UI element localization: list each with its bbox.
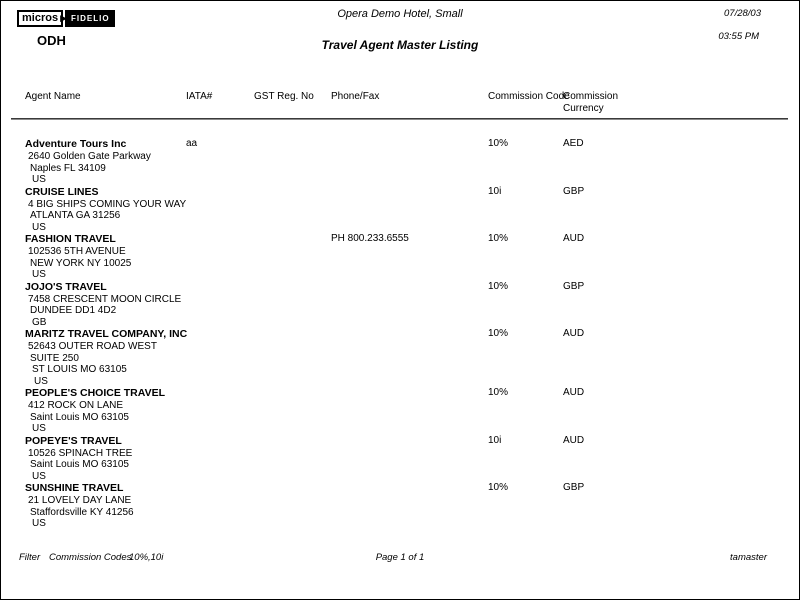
- agent-name: JOJO'S TRAVEL: [25, 280, 107, 293]
- agent-name: CRUISE LINES: [25, 185, 99, 198]
- address-line: Saint Louis MO 63105: [30, 459, 129, 470]
- column-header-commission-code: Commission Code: [488, 91, 570, 102]
- table-row: [1, 435, 799, 483]
- address-line: 7458 CRESCENT MOON CIRCLE: [28, 293, 182, 305]
- address-line: DUNDEE DD1 4D2: [30, 305, 117, 316]
- hotel-name: Opera Demo Hotel, Small: [337, 8, 463, 20]
- agent-name: PEOPLE'S CHOICE TRAVEL: [25, 387, 165, 399]
- address-line: 4 BIG SHIPS COMING YOUR WAY: [28, 198, 187, 210]
- address-line: 21 LOVELY DAY LANE: [28, 495, 132, 506]
- agent-commission-currency: AUD: [563, 233, 585, 244]
- agent-address: [25, 246, 799, 281]
- address-line: ST LOUIS MO 63105: [32, 364, 127, 375]
- address-line: 52643 OUTER ROAD WEST: [28, 341, 157, 352]
- column-header-iata: IATA#: [186, 91, 213, 102]
- address-line: ATLANTA GA 31256: [30, 210, 121, 221]
- address-line: SUITE 250: [30, 352, 79, 364]
- address-line: 102536 5TH AVENUE: [28, 246, 126, 257]
- agent-name: POPEYE'S TRAVEL: [25, 434, 122, 447]
- agent-address: [25, 448, 799, 483]
- agent-name: Adventure Tours Inc: [25, 138, 127, 150]
- agent-address: [25, 294, 799, 329]
- agent-name: FASHION TRAVEL: [25, 233, 116, 245]
- address-line: US: [32, 174, 46, 185]
- logo-arrow-icon: ▶: [60, 13, 67, 23]
- agent-commission-code: 10i: [488, 185, 502, 197]
- property-code: ODH: [37, 33, 66, 48]
- agent-commission-currency: GBP: [563, 185, 585, 197]
- agent-name: SUNSHINE TRAVEL: [25, 482, 124, 494]
- column-header-gst: GST Reg. No: [254, 91, 314, 102]
- report-time: 03:55 PM: [718, 31, 759, 42]
- table-row: [1, 328, 799, 387]
- column-header-phone-fax: Phone/Fax: [331, 91, 380, 102]
- agent-iata: aa: [186, 138, 198, 149]
- column-header-commission-currency: Commission Currency: [563, 91, 619, 114]
- address-line: 10526 SPINACH TREE: [28, 447, 133, 459]
- agent-commission-code: 10i: [488, 434, 502, 446]
- agent-commission-code: 10%: [488, 387, 509, 398]
- agent-commission-currency: AUD: [563, 434, 585, 446]
- address-line: Saint Louis MO 63105: [30, 411, 129, 423]
- filter-value: 10%,10i: [129, 552, 164, 563]
- logo-micros-text: micros: [17, 10, 63, 27]
- table-row: [1, 233, 799, 281]
- agent-commission-code: 10%: [488, 482, 509, 493]
- agent-commission-code: 10%: [488, 280, 509, 292]
- agent-commission-code: 10%: [488, 138, 509, 149]
- agent-address: [25, 199, 799, 234]
- address-line: 412 ROCK ON LANE: [28, 400, 124, 411]
- address-line: Naples FL 34109: [30, 162, 106, 174]
- agent-address: [25, 400, 799, 435]
- address-line: US: [32, 470, 46, 482]
- table-row: [1, 186, 799, 234]
- agent-phone-fax: PH 800.233.6555: [331, 233, 409, 244]
- header-divider-line: [11, 118, 788, 120]
- address-line: US: [34, 375, 48, 387]
- column-header-agent-name: Agent Name: [25, 91, 81, 102]
- address-line: Staffordsville KY 41256: [30, 506, 134, 518]
- agent-address: [25, 341, 799, 387]
- agent-commission-code: 10%: [488, 328, 509, 339]
- address-line: NEW YORK NY 10025: [30, 257, 132, 269]
- address-line: GB: [32, 316, 47, 328]
- agent-commission-currency: AUD: [563, 328, 585, 339]
- table-row: [1, 482, 799, 530]
- report-id: tamaster: [730, 552, 767, 563]
- table-row: [1, 138, 799, 186]
- agent-commission-currency: GBP: [563, 482, 585, 493]
- agent-commission-code: 10%: [488, 233, 509, 244]
- report-title: Travel Agent Master Listing: [321, 38, 479, 52]
- address-line: US: [32, 269, 46, 280]
- logo-fidelio-text: FIDELIO: [65, 10, 115, 27]
- agent-commission-currency: GBP: [563, 280, 585, 292]
- table-row: [1, 281, 799, 329]
- table-row: [1, 387, 799, 435]
- filter-label: Filter: [19, 552, 41, 563]
- address-line: US: [32, 423, 46, 434]
- agent-commission-currency: AED: [563, 138, 584, 149]
- report-footer: [1, 552, 799, 566]
- address-line: 2640 Golden Gate Parkway: [28, 151, 151, 162]
- agent-rows: [1, 134, 799, 530]
- agent-name: MARITZ TRAVEL COMPANY, INC: [25, 328, 188, 340]
- address-line: US: [32, 518, 46, 529]
- report-date: 07/28/03: [724, 8, 761, 19]
- agent-address: [25, 495, 799, 530]
- filter-name: Commission Codes: [49, 552, 132, 563]
- agent-address: [25, 151, 799, 186]
- page-indicator: Page 1 of 1: [375, 552, 425, 563]
- agent-commission-currency: AUD: [563, 387, 585, 398]
- address-line: US: [32, 221, 46, 233]
